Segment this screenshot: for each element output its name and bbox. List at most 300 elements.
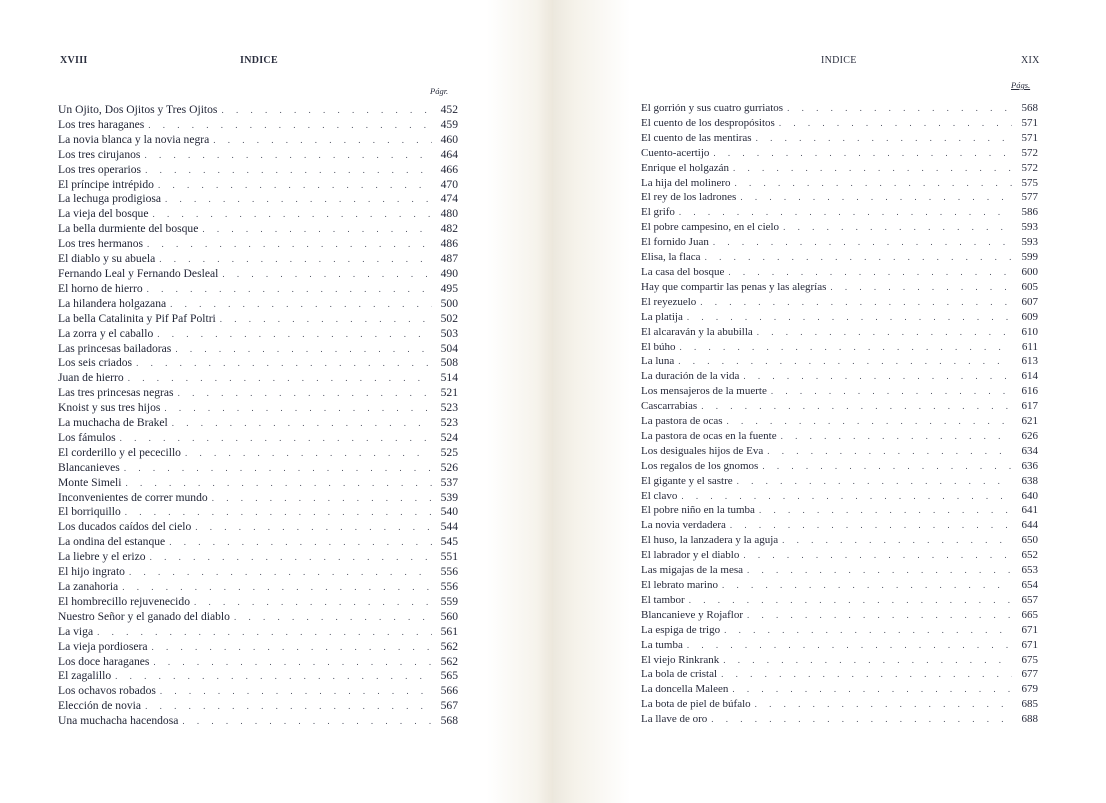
- toc-entry-page: 567: [440, 699, 458, 713]
- dot-leader: [732, 682, 1012, 697]
- toc-entry-title: La pastora de ocas: [641, 415, 723, 428]
- dot-leader: [159, 252, 432, 267]
- dot-leader: [147, 282, 432, 297]
- toc-entry: [641, 667, 1038, 682]
- toc-entry: [58, 148, 458, 163]
- right-page-column-label: Págs.: [1011, 80, 1031, 90]
- toc-entry: [641, 116, 1038, 131]
- toc-entry-page: 514: [440, 371, 458, 385]
- toc-entry: [58, 267, 458, 282]
- dot-leader: [747, 563, 1012, 578]
- toc-entry: [641, 489, 1038, 504]
- toc-entry-page: 621: [1021, 415, 1038, 428]
- toc-entry: [641, 340, 1038, 355]
- toc-entry-title: La luna: [641, 355, 675, 368]
- toc-entry-page: 556: [440, 580, 458, 593]
- toc-entry-title: Los seis criados: [58, 356, 133, 370]
- left-running-title: INDICE: [240, 55, 278, 66]
- toc-entry: [641, 712, 1038, 727]
- dot-leader: [759, 503, 1012, 518]
- toc-entry-page: 561: [440, 624, 458, 638]
- dot-leader: [711, 712, 1012, 727]
- toc-entry: [58, 684, 458, 699]
- dot-leader: [158, 178, 432, 193]
- toc-entry: [641, 533, 1038, 548]
- toc-entry-title: La zanahoria: [58, 580, 119, 593]
- dot-leader: [700, 295, 1012, 310]
- toc-entry: [58, 371, 458, 386]
- toc-entry-page: 526: [440, 460, 458, 474]
- dot-leader: [727, 414, 1012, 429]
- toc-entry: [58, 252, 458, 267]
- toc-entry-page: 474: [440, 192, 458, 206]
- dot-leader: [172, 416, 432, 431]
- toc-entry-page: 577: [1021, 191, 1038, 204]
- toc-entry-title: El búho: [641, 340, 676, 353]
- toc-entry: [641, 220, 1038, 235]
- toc-entry: [58, 282, 458, 297]
- toc-entry-page: 502: [440, 311, 458, 325]
- toc-entry: [641, 131, 1038, 146]
- toc-entry-title: El huso, la lanzadera y la aguja: [641, 534, 779, 547]
- toc-entry-title: Las princesas bailadoras: [58, 341, 172, 355]
- toc-entry-title: La doncella Maleen: [641, 683, 729, 696]
- toc-entry-page: 452: [440, 103, 458, 116]
- dot-leader: [221, 103, 432, 118]
- toc-entry-title: Knoist y sus tres hijos: [58, 401, 161, 415]
- toc-entry: [641, 682, 1038, 697]
- dot-leader: [743, 548, 1012, 563]
- toc-entry-page: 524: [440, 430, 458, 444]
- dot-leader: [781, 429, 1012, 444]
- toc-entry: [641, 280, 1038, 295]
- toc-entry-page: 599: [1021, 251, 1038, 264]
- toc-entry-page: 641: [1021, 504, 1038, 517]
- toc-entry-title: Elección de novia: [58, 699, 142, 713]
- toc-entry-title: La hilandera holgazana: [58, 296, 167, 310]
- dot-leader: [830, 280, 1012, 295]
- toc-entry-title: La zorra y el caballo: [58, 326, 154, 340]
- toc-entry-page: 503: [440, 326, 458, 340]
- toc-entry-title: El fornido Juan: [641, 236, 709, 249]
- dot-leader: [782, 533, 1012, 548]
- dot-leader: [157, 327, 432, 342]
- toc-entry: [58, 356, 458, 371]
- dot-leader: [779, 116, 1012, 131]
- dot-leader: [721, 667, 1012, 682]
- toc-entry: [58, 222, 458, 237]
- toc-entry-title: Los regalos de los gnomos: [641, 459, 759, 472]
- toc-entry-title: La vieja pordiosera: [58, 639, 148, 653]
- dot-leader: [234, 610, 432, 625]
- dot-leader: [125, 476, 432, 491]
- dot-leader: [687, 638, 1012, 653]
- toc-entry-page: 571: [1021, 131, 1038, 144]
- toc-entry: [58, 505, 458, 520]
- toc-entry-title: La vieja del bosque: [58, 207, 149, 221]
- toc-entry-title: El viejo Rinkrank: [641, 653, 720, 666]
- dot-leader: [762, 459, 1012, 474]
- toc-entry-page: 539: [440, 490, 458, 504]
- toc-entry-title: Los doce haraganes: [58, 654, 150, 668]
- toc-entry: [641, 265, 1038, 280]
- toc-entry-page: 565: [440, 669, 458, 683]
- toc-entry-page: 572: [1021, 161, 1038, 174]
- toc-entry-page: 480: [440, 207, 458, 221]
- toc-entry-page: 495: [440, 281, 458, 295]
- toc-entry-page: 490: [440, 266, 458, 280]
- toc-entry-page: 459: [440, 117, 458, 131]
- left-toc-list: [58, 103, 458, 729]
- dot-leader: [680, 340, 1012, 355]
- dot-leader: [724, 623, 1012, 638]
- toc-entry-page: 575: [1021, 176, 1038, 189]
- toc-entry: [58, 401, 458, 416]
- toc-entry: [641, 325, 1038, 340]
- toc-entry-title: El clavo: [641, 489, 678, 502]
- dot-leader: [122, 580, 432, 595]
- toc-entry: [641, 444, 1038, 459]
- dot-leader: [194, 595, 432, 610]
- toc-entry: [58, 580, 458, 595]
- toc-entry: [641, 161, 1038, 176]
- toc-entry: [58, 327, 458, 342]
- toc-entry-page: 675: [1021, 653, 1038, 666]
- toc-entry-title: La bella durmiente del bosque: [58, 222, 199, 236]
- dot-leader: [144, 148, 432, 163]
- dot-leader: [170, 297, 432, 312]
- dot-leader: [182, 714, 432, 729]
- toc-entry-title: La tumba: [641, 638, 683, 651]
- toc-entry: [58, 237, 458, 252]
- toc-entry-page: 487: [440, 252, 458, 266]
- toc-entry-page: 654: [1021, 579, 1038, 591]
- dot-leader: [147, 237, 432, 252]
- dot-leader: [787, 101, 1012, 116]
- dot-leader: [705, 250, 1012, 265]
- toc-entry-title: El grifo: [641, 206, 675, 219]
- toc-entry-title: El príncipe intrépido: [58, 177, 154, 191]
- dot-leader: [733, 161, 1012, 176]
- toc-entry-page: 665: [1021, 608, 1038, 621]
- toc-entry-title: Juan de hierro: [58, 371, 124, 385]
- toc-entry-page: 685: [1021, 698, 1038, 711]
- toc-entry: [641, 295, 1038, 310]
- toc-entry-title: Los ducados caídos del cielo: [58, 520, 192, 534]
- toc-entry-title: Cascarrabias: [641, 400, 698, 413]
- toc-entry-page: 571: [1021, 116, 1038, 129]
- toc-entry-title: Las migajas de la mesa: [641, 564, 744, 577]
- right-page: [553, 0, 1106, 803]
- toc-entry-title: La hija del molinero: [641, 176, 731, 189]
- dot-leader: [681, 489, 1012, 504]
- dot-leader: [678, 354, 1012, 369]
- toc-entry-title: El hombrecillo rejuvenecido: [58, 594, 190, 608]
- toc-entry-title: El horno de hierro: [58, 281, 143, 295]
- toc-entry-title: El cuento de los despropósitos: [641, 116, 775, 129]
- toc-entry-title: Monte Simeli: [58, 475, 122, 489]
- right-running-title: INDICE: [821, 55, 857, 66]
- toc-entry-page: 616: [1021, 385, 1038, 398]
- toc-entry: [641, 369, 1038, 384]
- toc-entry-title: Los tres cirujanos: [58, 147, 141, 161]
- dot-leader: [755, 697, 1012, 712]
- toc-entry-title: Cuento-acertijo: [641, 146, 710, 159]
- toc-entry: [58, 297, 458, 312]
- toc-entry: [58, 535, 458, 550]
- toc-entry-page: 562: [440, 654, 458, 668]
- toc-entry-page: 617: [1021, 400, 1038, 413]
- toc-entry-title: La duración de la vida: [641, 370, 740, 383]
- dot-leader: [222, 267, 432, 282]
- toc-entry-page: 568: [1021, 102, 1038, 114]
- dot-leader: [153, 655, 432, 670]
- toc-entry-page: 544: [440, 520, 458, 534]
- toc-entry: [58, 163, 458, 178]
- dot-leader: [115, 669, 432, 684]
- dot-leader: [148, 118, 432, 133]
- toc-entry-title: La bola de cristal: [641, 668, 718, 681]
- toc-entry: [58, 655, 458, 670]
- toc-entry-page: 653: [1021, 564, 1038, 577]
- toc-entry: [641, 384, 1038, 399]
- toc-entry-title: Las tres princesas negras: [58, 386, 174, 400]
- toc-entry: [641, 638, 1038, 653]
- dot-leader: [713, 235, 1012, 250]
- dot-leader: [160, 684, 432, 699]
- dot-leader: [136, 356, 432, 371]
- toc-entry: [641, 503, 1038, 518]
- toc-entry-title: Inconvenientes de correr mundo: [58, 490, 208, 504]
- toc-entry-title: El cuento de las mentiras: [641, 131, 752, 144]
- toc-entry-page: 634: [1021, 444, 1038, 457]
- dot-leader: [124, 461, 432, 476]
- toc-entry-title: Elisa, la flaca: [641, 251, 701, 264]
- dot-leader: [743, 369, 1012, 384]
- toc-entry-title: Los tres haraganes: [58, 117, 145, 131]
- dot-leader: [178, 386, 432, 401]
- toc-entry: [58, 640, 458, 655]
- toc-entry-page: 605: [1021, 280, 1038, 293]
- toc-entry-page: 470: [440, 177, 458, 191]
- toc-entry-title: La liebre y el erizo: [58, 550, 146, 564]
- toc-entry-title: La lechuga prodigiosa: [58, 192, 162, 206]
- dot-leader: [687, 310, 1012, 325]
- toc-entry-page: 657: [1021, 593, 1038, 606]
- toc-entry-page: 640: [1021, 489, 1038, 502]
- toc-entry-title: El corderillo y el pececillo: [58, 445, 181, 459]
- toc-entry: [58, 595, 458, 610]
- toc-entry-title: La ondina del estanque: [58, 535, 166, 549]
- toc-entry-page: 607: [1021, 295, 1038, 308]
- toc-entry-page: 614: [1021, 370, 1038, 383]
- toc-entry: [641, 101, 1038, 116]
- toc-entry: [58, 446, 458, 461]
- toc-entry: [58, 565, 458, 580]
- toc-entry: [641, 548, 1038, 563]
- toc-entry-title: Blancanieves: [58, 460, 120, 474]
- toc-entry-title: Nuestro Señor y el ganado del diablo: [58, 609, 230, 623]
- toc-entry-page: 586: [1021, 206, 1038, 219]
- dot-leader: [164, 401, 432, 416]
- toc-entry-page: 679: [1021, 683, 1038, 696]
- dot-leader: [120, 431, 432, 446]
- toc-entry-page: 523: [440, 416, 458, 430]
- toc-entry-title: Los mensajeros de la muerte: [641, 385, 767, 398]
- toc-entry: [641, 653, 1038, 668]
- toc-entry: [641, 697, 1038, 712]
- left-page-number: XVIII: [60, 55, 88, 66]
- dot-leader: [740, 190, 1012, 205]
- toc-entry-title: Los tres operarios: [58, 162, 142, 176]
- dot-leader: [212, 491, 432, 506]
- toc-entry-title: Los ochavos robados: [58, 684, 156, 698]
- toc-entry: [58, 714, 458, 729]
- toc-entry: [58, 133, 458, 148]
- toc-entry-title: Enrique el holgazán: [641, 161, 729, 174]
- toc-entry: [58, 118, 458, 133]
- toc-entry-page: 568: [440, 714, 458, 728]
- toc-entry-title: El diablo y su abuela: [58, 252, 156, 266]
- toc-entry-page: 593: [1021, 221, 1038, 234]
- dot-leader: [128, 371, 432, 386]
- toc-entry-page: 611: [1021, 340, 1038, 353]
- toc-entry: [58, 461, 458, 476]
- toc-entry-title: El pobre campesino, en el cielo: [641, 221, 780, 234]
- dot-leader: [771, 384, 1012, 399]
- toc-entry-page: 593: [1021, 236, 1038, 249]
- toc-entry-page: 626: [1021, 429, 1038, 442]
- toc-entry: [58, 625, 458, 640]
- dot-leader: [169, 535, 432, 550]
- toc-entry: [641, 414, 1038, 429]
- dot-leader: [701, 399, 1012, 414]
- dot-leader: [213, 133, 432, 148]
- toc-entry-page: 600: [1021, 265, 1038, 278]
- toc-entry-title: Hay que compartir las penas y las alegrías: [641, 280, 827, 293]
- toc-entry-title: La muchacha de Brakel: [58, 416, 168, 430]
- toc-entry: [641, 578, 1038, 593]
- toc-entry: [58, 520, 458, 535]
- toc-entry: [58, 699, 458, 714]
- toc-entry: [58, 476, 458, 491]
- toc-entry-title: El tambor: [641, 593, 685, 606]
- toc-entry-page: 650: [1021, 534, 1038, 547]
- toc-entry-title: La bota de piel de búfalo: [641, 698, 751, 711]
- toc-entry: [58, 342, 458, 357]
- toc-entry-page: 540: [440, 505, 458, 519]
- toc-entry: [58, 178, 458, 193]
- toc-entry: [641, 459, 1038, 474]
- toc-entry-title: La espiga de trigo: [641, 623, 721, 636]
- toc-entry-page: 610: [1021, 325, 1038, 338]
- toc-entry: [641, 354, 1038, 369]
- dot-leader: [767, 444, 1012, 459]
- toc-entry-page: 466: [440, 162, 458, 176]
- toc-entry-page: 560: [440, 609, 458, 623]
- toc-entry-page: 572: [1021, 146, 1038, 159]
- toc-entry: [58, 491, 458, 506]
- toc-entry-title: El rey de los ladrones: [641, 191, 737, 204]
- toc-entry: [58, 386, 458, 401]
- dot-leader: [722, 578, 1012, 593]
- dot-leader: [679, 205, 1012, 220]
- toc-entry-page: 559: [440, 594, 458, 608]
- toc-entry: [58, 550, 458, 565]
- toc-entry-title: La casa del bosque: [641, 265, 725, 278]
- dot-leader: [220, 312, 432, 327]
- toc-entry: [641, 205, 1038, 220]
- toc-entry: [641, 623, 1038, 638]
- dot-leader: [129, 565, 432, 580]
- toc-entry: [58, 192, 458, 207]
- toc-entry-page: 613: [1021, 355, 1038, 368]
- dot-leader: [152, 640, 433, 655]
- dot-leader: [145, 163, 432, 178]
- toc-entry: [58, 610, 458, 625]
- toc-entry-title: El gigante y el sastre: [641, 474, 733, 487]
- toc-entry-page: 460: [440, 132, 458, 146]
- dot-leader: [689, 593, 1012, 608]
- toc-entry-page: 638: [1021, 474, 1038, 487]
- toc-entry-title: Fernando Leal y Fernando Desleal: [58, 266, 219, 280]
- toc-entry: [641, 146, 1038, 161]
- dot-leader: [150, 550, 432, 565]
- dot-leader: [757, 325, 1012, 340]
- toc-entry-title: Blancanieve y Rojaflor: [641, 608, 744, 621]
- toc-entry: [58, 431, 458, 446]
- toc-entry-title: El alcaraván y la abubilla: [641, 325, 753, 338]
- toc-entry-title: La novia verdadera: [641, 519, 726, 532]
- toc-entry-page: 551: [440, 550, 458, 564]
- toc-entry-title: La llave de oro: [641, 713, 708, 726]
- toc-entry-page: 671: [1021, 623, 1038, 636]
- toc-entry: [641, 429, 1038, 444]
- toc-entry-title: Los desiguales hijos de Eva: [641, 444, 764, 457]
- toc-entry: [641, 474, 1038, 489]
- toc-entry-title: La novia blanca y la novia negra: [58, 132, 210, 146]
- toc-entry-page: 482: [440, 222, 458, 236]
- toc-entry: [641, 190, 1038, 205]
- toc-entry-page: 504: [440, 341, 458, 355]
- toc-entry-page: 566: [440, 684, 458, 698]
- toc-entry-title: La platija: [641, 310, 683, 323]
- toc-entry: [58, 669, 458, 684]
- dot-leader: [747, 608, 1012, 623]
- toc-entry-title: Los fámulos: [58, 430, 116, 444]
- toc-entry-title: El pobre niño en la tumba: [641, 504, 755, 517]
- dot-leader: [783, 220, 1012, 235]
- dot-leader: [723, 653, 1012, 668]
- toc-entry: [641, 310, 1038, 325]
- toc-entry-page: 636: [1021, 459, 1038, 472]
- toc-entry-title: El gorrión y sus cuatro gurriatos: [641, 102, 784, 114]
- dot-leader: [145, 699, 432, 714]
- toc-entry: [641, 399, 1038, 414]
- left-page-column-label: Págr.: [430, 86, 449, 96]
- toc-entry-page: 644: [1021, 519, 1038, 532]
- dot-leader: [97, 625, 432, 640]
- toc-entry-page: 508: [440, 356, 458, 370]
- toc-entry: [641, 235, 1038, 250]
- toc-entry: [641, 563, 1038, 578]
- dot-leader: [125, 505, 432, 520]
- dot-leader: [175, 342, 432, 357]
- toc-entry: [58, 416, 458, 431]
- dot-leader: [756, 131, 1012, 146]
- toc-entry-page: 537: [440, 475, 458, 489]
- toc-entry: [641, 250, 1038, 265]
